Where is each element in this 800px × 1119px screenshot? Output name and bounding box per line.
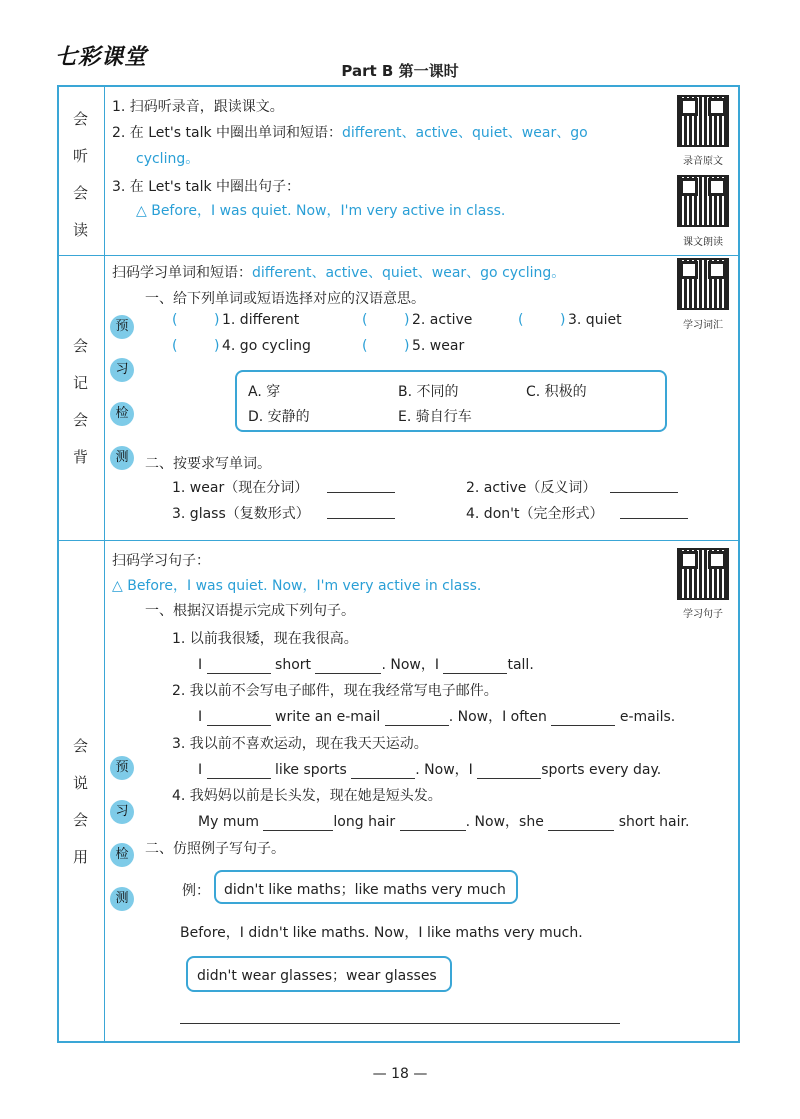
question-en bbox=[198, 706, 675, 726]
text-fragment: short bbox=[275, 657, 312, 673]
match-word: 3. quiet bbox=[568, 312, 622, 328]
answer-blank[interactable] bbox=[263, 816, 333, 831]
answer-paren: ) bbox=[404, 338, 410, 354]
match-word: 1. different bbox=[222, 312, 300, 328]
text-fragment: I bbox=[198, 657, 203, 673]
side-label: 用 bbox=[72, 848, 88, 866]
qr-caption: 学习词汇 bbox=[683, 320, 723, 331]
answer-line[interactable] bbox=[327, 518, 395, 519]
scan-intro-words: different、active、quiet、wear、go cycling。 bbox=[252, 265, 566, 281]
text-fragment: . Now，I bbox=[381, 657, 440, 673]
task-box-text: didn't wear glasses；wear glasses bbox=[197, 968, 437, 984]
scan-intro: 扫码学习句子： bbox=[112, 553, 210, 569]
qr-code-icon[interactable] bbox=[677, 95, 729, 147]
side-label: 会 bbox=[72, 184, 88, 202]
instruction-3: 3. 在 Let's talk 中圈出句子： bbox=[112, 179, 301, 195]
instruction-1: 1. 扫码听录音，跟读课文。 bbox=[112, 99, 284, 115]
qr-caption: 学习句子 bbox=[683, 609, 723, 620]
side-label: 说 bbox=[72, 774, 88, 792]
write-prompt: 3. glass（复数形式） bbox=[172, 506, 310, 522]
page-number: — 18 — bbox=[372, 1066, 428, 1082]
question-cn: 2. 我以前不会写电子邮件，现在我经常写电子邮件。 bbox=[172, 683, 498, 699]
match-word: 5. wear bbox=[412, 338, 465, 354]
side-divider bbox=[104, 85, 105, 1043]
answer-paren: ) bbox=[560, 312, 566, 328]
answer-paren[interactable]: ( bbox=[362, 312, 368, 328]
write-prompt: 2. active（反义词） bbox=[466, 480, 597, 496]
side-label: 读 bbox=[72, 221, 88, 239]
option: A. 穿 bbox=[248, 384, 281, 400]
text-fragment: short hair. bbox=[618, 814, 690, 830]
qr-caption: 课文朗读 bbox=[683, 237, 723, 248]
question-en bbox=[198, 811, 689, 831]
preview-badge: 检 bbox=[110, 402, 134, 426]
answer-blank[interactable] bbox=[400, 816, 466, 831]
section-divider-2 bbox=[57, 540, 740, 541]
match-word: 4. go cycling bbox=[222, 338, 311, 354]
side-label: 会 bbox=[72, 811, 88, 829]
exercise-title: 二、按要求写单词。 bbox=[145, 456, 271, 472]
answer-paren: ) bbox=[214, 312, 220, 328]
answer-paren: ) bbox=[404, 312, 410, 328]
side-label: 会 bbox=[72, 337, 88, 355]
answer-line[interactable] bbox=[610, 492, 678, 493]
option: E. 骑自行车 bbox=[398, 409, 472, 425]
text-fragment: . Now，I bbox=[415, 762, 473, 778]
qr-code-icon[interactable] bbox=[677, 175, 729, 227]
match-word: 2. active bbox=[412, 312, 473, 328]
text-fragment: . Now，I often bbox=[448, 709, 547, 725]
text-fragment: My mum bbox=[198, 814, 259, 830]
example-box-text: didn't like maths；like maths very much bbox=[224, 882, 506, 898]
answer-line[interactable] bbox=[620, 518, 688, 519]
side-label: 会 bbox=[72, 110, 88, 128]
instruction-2 bbox=[112, 122, 588, 142]
preview-badge: 测 bbox=[110, 446, 134, 470]
text-fragment: . Now，she bbox=[465, 814, 544, 830]
qr-code-icon[interactable] bbox=[677, 548, 729, 600]
side-label: 背 bbox=[72, 448, 88, 466]
text-fragment: sports every day. bbox=[541, 762, 662, 778]
example-label: 例： bbox=[182, 883, 210, 899]
answer-blank[interactable] bbox=[443, 659, 507, 674]
qr-caption: 录音原文 bbox=[683, 156, 723, 167]
answer-blank[interactable] bbox=[477, 764, 541, 779]
text-fragment: I bbox=[198, 709, 203, 725]
exercise-title: 一、给下列单词或短语选择对应的汉语意思。 bbox=[145, 291, 425, 307]
question-en bbox=[198, 759, 661, 779]
text-fragment: long hair bbox=[333, 814, 396, 830]
option: D. 安静的 bbox=[248, 409, 310, 425]
target-sentence: △ Before，I was quiet. Now，I'm very active in class. bbox=[112, 578, 482, 594]
answer-paren[interactable]: ( bbox=[362, 338, 368, 354]
question-cn: 4. 我妈妈以前是长头发，现在她是短头发。 bbox=[172, 788, 442, 804]
text-fragment: like sports bbox=[275, 762, 347, 778]
target-sentence: △ Before，I was quiet. Now，I'm very active in class. bbox=[136, 203, 506, 219]
instruction-2-prefix: 2. 在 Let's talk 中圈出单词和短语： bbox=[112, 125, 343, 141]
text-fragment: tall. bbox=[507, 657, 534, 673]
answer-blank[interactable] bbox=[207, 659, 271, 674]
side-label: 会 bbox=[72, 737, 88, 755]
qr-code-icon[interactable] bbox=[677, 258, 729, 310]
answer-blank[interactable] bbox=[351, 764, 415, 779]
answer-paren: ) bbox=[214, 338, 220, 354]
text-fragment: e-mails. bbox=[619, 709, 676, 725]
option: B. 不同的 bbox=[398, 384, 459, 400]
scan-intro bbox=[112, 262, 565, 282]
scan-intro-prefix: 扫码学习单词和短语： bbox=[112, 265, 252, 281]
side-label: 记 bbox=[72, 374, 88, 392]
page-title: Part B 第一课时 bbox=[341, 62, 459, 80]
preview-badge: 习 bbox=[110, 358, 134, 382]
answer-blank[interactable] bbox=[548, 816, 614, 831]
example-sentence: Before，I didn't like maths. Now，I like maths very much. bbox=[180, 925, 583, 941]
section-divider-1 bbox=[57, 255, 740, 256]
preview-badge: 检 bbox=[110, 843, 134, 867]
instruction-2-words-cont: cycling。 bbox=[136, 151, 200, 167]
answer-paren[interactable]: ( bbox=[172, 338, 178, 354]
question-en bbox=[198, 654, 534, 674]
answer-blank[interactable] bbox=[207, 711, 271, 726]
answer-line[interactable] bbox=[327, 492, 395, 493]
text-fragment: write an e-mail bbox=[275, 709, 381, 725]
answer-blank[interactable] bbox=[551, 711, 615, 726]
instruction-2-words: different、active、quiet、wear、go bbox=[342, 125, 588, 141]
answer-paren[interactable]: ( bbox=[518, 312, 524, 328]
answer-blank[interactable] bbox=[207, 764, 271, 779]
option: C. 积极的 bbox=[526, 384, 587, 400]
answer-blank[interactable] bbox=[315, 659, 381, 674]
preview-badge: 预 bbox=[110, 756, 134, 780]
brand-logo: 七彩课堂 bbox=[55, 45, 148, 70]
exercise-title: 一、根据汉语提示完成下列句子。 bbox=[145, 603, 355, 619]
exercise-title: 二、仿照例子写句子。 bbox=[145, 841, 285, 857]
side-label: 听 bbox=[72, 147, 88, 165]
answer-line[interactable] bbox=[180, 1023, 620, 1024]
preview-badge: 习 bbox=[110, 800, 134, 824]
question-cn: 3. 我以前不喜欢运动，现在我天天运动。 bbox=[172, 736, 428, 752]
preview-badge: 测 bbox=[110, 887, 134, 911]
answer-paren[interactable]: ( bbox=[172, 312, 178, 328]
question-cn: 1. 以前我很矮，现在我很高。 bbox=[172, 631, 358, 647]
write-prompt: 1. wear（现在分词） bbox=[172, 480, 309, 496]
side-label: 会 bbox=[72, 411, 88, 429]
answer-blank[interactable] bbox=[385, 711, 449, 726]
text-fragment: I bbox=[198, 762, 203, 778]
write-prompt: 4. don't（完全形式） bbox=[466, 506, 604, 522]
preview-badge: 预 bbox=[110, 315, 134, 339]
